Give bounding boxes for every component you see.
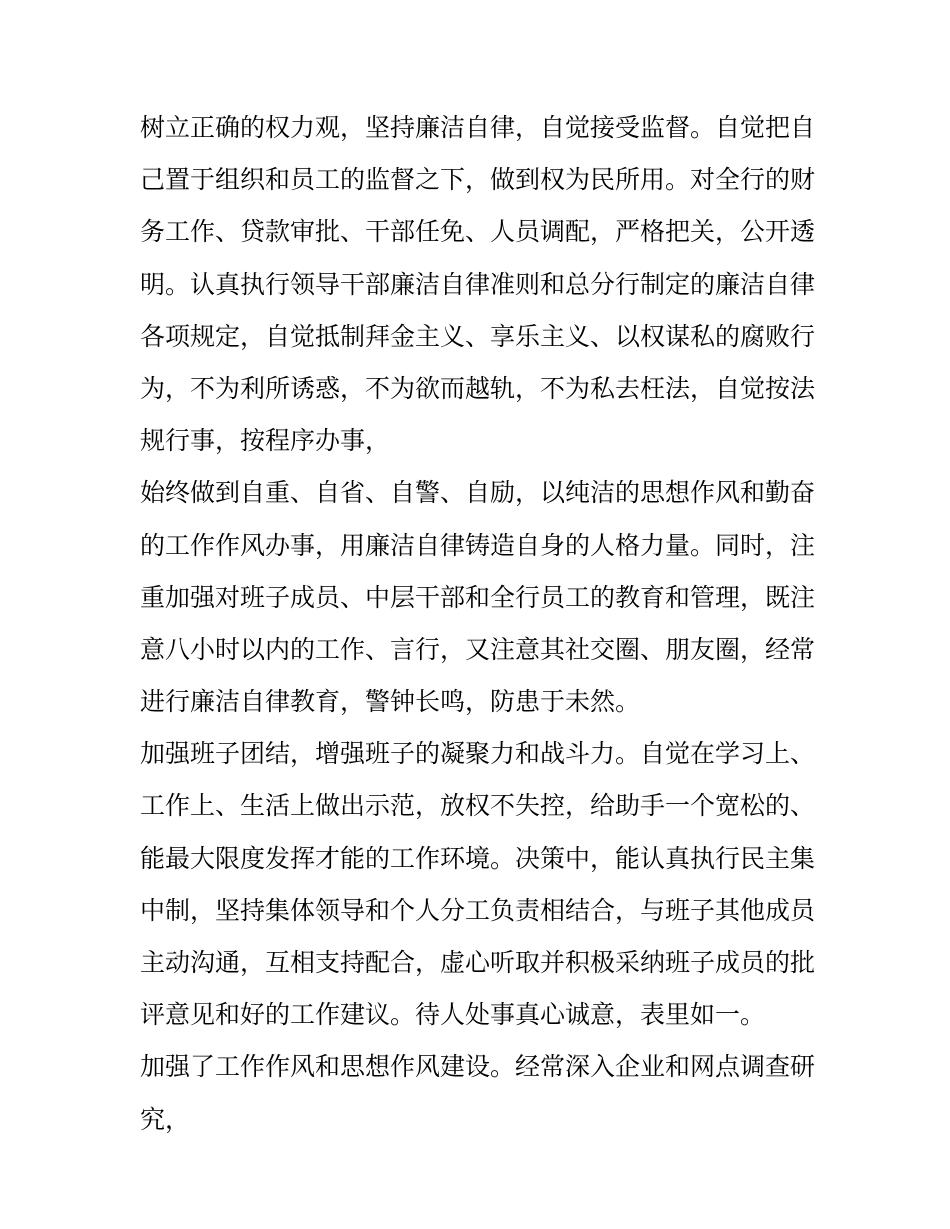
text-line: 加强了工作作风和思想作风建设。经常深入企业和网点调查研 xyxy=(140,1052,816,1082)
text-line: 各项规定，自觉抵制拜金主义、享乐主义、以权谋私的腐败行 xyxy=(140,321,816,351)
text-line: 主动沟通，互相支持配合，虚心听取并积极采纳班子成员的批 xyxy=(140,948,816,977)
text-line: 意八小时以内的工作、言行，又注意其社交圈、朋友圈，经常 xyxy=(140,634,816,664)
text-line: 始终做到自重、自省、自警、自励，以纯洁的思想作风和勤奋 xyxy=(140,478,816,508)
text-line: 能最大限度发挥才能的工作环境。决策中，能认真执行民主集 xyxy=(140,843,816,873)
text-line: 究， xyxy=(140,1104,191,1134)
text-line: 树立正确的权力观，坚持廉洁自律，自觉接受监督。自觉把自 xyxy=(140,113,816,142)
text-line: 进行廉洁自律教育，警钟长鸣，防患于未然。 xyxy=(140,687,641,717)
text-line: 中制，坚持集体领导和个人分工负责相结合，与班子其他成员 xyxy=(140,895,816,925)
text-line: 己置于组织和员工的监督之下，做到权为民所用。对全行的财 xyxy=(140,165,816,195)
text-line: 为，不为利所诱惑，不为欲而越轨，不为私去枉法，自觉按法 xyxy=(140,373,816,403)
text-line: 评意见和好的工作建议。待人处事真心诚意，表里如一。 xyxy=(140,1000,766,1030)
text-line: 的工作作风办事，用廉洁自律铸造自身的人格力量。同时，注 xyxy=(140,530,816,560)
text-line: 规行事，按程序办事， xyxy=(140,426,391,456)
text-line: 工作上、生活上做出示范，放权不失控，给助手一个宽松的、 xyxy=(140,791,816,821)
body-text xyxy=(140,102,820,1146)
text-line: 明。认真执行领导干部廉洁自律准则和总分行制定的廉洁自律 xyxy=(140,269,816,299)
text-line: 务工作、贷款审批、干部任免、人员调配，严格把关，公开透 xyxy=(140,217,816,247)
text-line: 加强班子团结，增强班子的凝聚力和战斗力。自觉在学习上、 xyxy=(140,739,816,769)
text-line: 重加强对班子成员、中层干部和全行员工的教育和管理，既注 xyxy=(140,582,816,612)
